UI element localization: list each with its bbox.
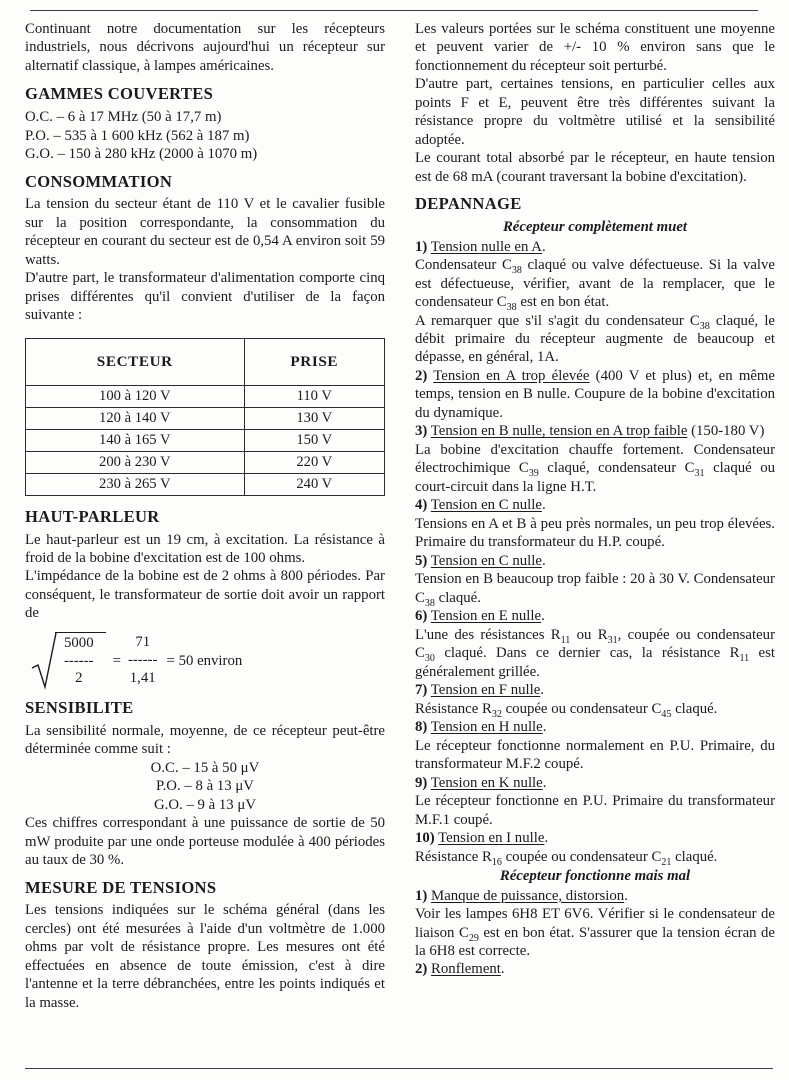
cell-secteur: 100 à 120 V [26,385,245,407]
cell-secteur: 230 à 265 V [26,473,245,495]
numerator: 5000 [64,634,94,651]
intro-paragraph: Continuant notre documentation sur les récepteurs industriels, nous décrivons aujourd'hui un récepteur sur alternatif classique, à lampes américaines. [25,21,385,74]
secteur-prise-table [25,338,385,496]
troubleshooting-block: 1) Manque de puissance, distorsion. [415,887,628,904]
two-column-layout [25,20,775,1012]
troubleshooting-block: Tensions en A et B à peu près normales, un peu trop élevées. Primaire du transformateur du H.P. coupé. [415,515,775,551]
fraction-bar: ------ [127,652,158,669]
cell-prise: 110 V [244,385,384,407]
fraction-5000-over-2 [64,635,94,688]
troubleshooting-block: 2) Ronflement. [415,961,505,978]
troubleshooting-block: 8) Tension en H nulle. [415,719,547,736]
fraction-71-over-1-41 [128,634,158,687]
table-row [26,473,385,495]
troubleshooting-block: 4) Tension en C nulle. [415,497,546,514]
cell-prise: 220 V [244,451,384,473]
troubleshooting-block: Résistance $R_{16}$ coupée ou condensateur $C_{21}$ claqué. [415,848,718,868]
heading-consommation: CONSOMMATION [25,171,173,191]
table-row [26,451,385,473]
troubleshooting-block: 1) Tension nulle en A. [415,238,546,255]
table-header-prise: PRISE [244,338,384,385]
heading-sensibilite: SENSIBILITE [25,697,134,717]
schema-values-paragraph: Les valeurs portées sur le schéma constituent une moyenne et peuvent varier de +/- 10 % environ sans que le fonctionnement du récepteur soit perturbé. [415,21,775,74]
heading-haut-parleur: HAUT-PARLEUR [25,506,160,526]
band-line-po: P.O. – 535 à 1 600 kHz (562 à 187 m) [25,127,250,144]
cell-prise: 150 V [244,429,384,451]
cell-prise: 130 V [244,407,384,429]
right-column [415,20,775,1012]
cell-secteur: 200 à 230 V [26,451,245,473]
consommation-paragraph-1: La tension du secteur étant de 110 V et le cavalier fusible sur la position correspondante, la consommation du récepteur en courant du secteur est de 0,54 A environ soit 59 watts. [25,196,385,268]
table-row [26,407,385,429]
heading-mesure-de-tensions: MESURE DE TENSIONS [25,877,217,897]
troubleshooting-block: 7) Tension en F nulle. [415,682,544,699]
output-ratio-formula [31,632,385,690]
troubleshooting-block: Le récepteur fonctionne en P.U. Primaire du transformateur M.F.1 coupé. [415,793,775,828]
consommation-paragraph-2: D'autre part, le transformateur d'alimentation comporte cinq prises différentes qu'il convient d'utiliser de la façon suivante : [25,270,385,324]
troubleshooting-block: Résistance $R_{32}$ coupée ou condensateur $C_{45}$ claqué. [415,700,718,720]
troubleshooting-block: Condensateur $C_{38}$ claqué ou valve défectueuse. Si la valve est défectueuse, vérifier, avant de la remplacer, que le condensateur $C_{38}$ est en bon état. [415,257,776,313]
haut-parleur-paragraph-1: Le haut-parleur est un 19 cm, à excitation. La résistance à froid de la bobine d'excitation est de 100 ohms. [25,531,385,566]
sensibilite-paragraph-2: Ces chiffres correspondant à une puissance de sortie de 50 mW produite par une onde porteuse modulée à 400 périodes au taux de 30 %. [25,815,385,869]
troubleshooting-block: 3) Tension en B nulle, tension en A trop faible (150-180 V) [415,423,765,440]
equals-sign: = [112,652,121,669]
numerator: 71 [135,634,151,651]
sensitivity-line-oc: O.C. – 15 à 50 μV [150,759,260,776]
troubleshooting-block: Voir les lampes 6H8 ET 6V6. Vérifier si le condensateur de liaison $C_{29}$ est en bon état. S'assurer que la tension écran de la 6H8 est correcte. [415,906,776,959]
cell-secteur: 120 à 140 V [26,407,245,429]
denominator: 1,41 [129,669,156,686]
cell-secteur: 140 à 165 V [26,429,245,451]
troubleshooting-block: 5) Tension en C nulle. [415,552,546,569]
sensibilite-paragraph-1: La sensibilité normale, moyenne, de ce récepteur peut-être déterminée comme suit : [25,722,385,758]
top-rule [30,10,758,11]
troubleshooting-block: A remarquer que s'il s'agit du condensateur $C_{38}$ claqué, le débit primaire du récepteur augmente de beaucoup et dépasse, en général, 1A. [415,312,775,366]
bottom-rule [25,1068,773,1069]
left-column [25,20,385,1012]
band-line-go: G.O. – 150 à 280 kHz (2000 à 1070 m) [25,146,258,163]
heading-depannage: DEPANNAGE [415,194,522,214]
square-root-expression [31,632,106,690]
troubleshooting-block: 2) Tension en A trop élevée (400 V et plus) et, en même temps, tension en B nulle. Coupure de la bobine d'excitation du dynamique. [415,367,775,421]
troubleshooting-block: L'une des résistances $R_{11}$ ou $R_{31}$, coupée ou condensateur $C_{30}$ claqué. Dans ce dernier cas, la résistance $R_{11}$ est généralement grillée. [415,626,775,680]
table-row [26,429,385,451]
tensions-variation-paragraph: D'autre part, certaines tensions, en particulier celles aux points F et E, peuvent être très différentes suivant la résistance propre du voltmètre utilisé et la sensibilité adoptée. [415,76,775,148]
band-line-oc: O.C. – 6 à 17 MHz (50 à 17,7 m) [25,109,222,126]
troubleshooting-block: Tension en B beaucoup trop faible : 20 à 30 V. Condensateur $C_{38}$ claqué. [415,571,775,609]
radical-sign [31,632,57,690]
troubleshooting-block: 9) Tension en K nulle. [415,774,547,791]
troubleshooting-block: 6) Tension en E nulle. [415,608,545,625]
heading-gammes-couvertes: GAMMES COUVERTES [25,84,214,104]
subheading-recepteur-muet: Récepteur complètement muet [502,219,688,236]
troubleshooting-block: Le récepteur fonctionne normalement en P.U. Primaire, du transformateur M.F.2 coupé. [415,737,775,773]
table-header-secteur: SECTEUR [26,338,245,385]
courant-total-paragraph: Le courant total absorbé par le récepteur, en haute tension est de 68 mA (courant traversant la bobine d'excitation). [415,150,775,185]
denominator: 2 [75,670,83,687]
fraction-bar: ------ [64,652,94,669]
cell-prise: 240 V [244,473,384,495]
sensitivity-line-po: P.O. – 8 à 13 μV [156,778,254,795]
table-header-row [26,338,385,385]
sensitivity-line-go: G.O. – 9 à 13 μV [153,796,257,813]
formula-result: = 50 environ [166,652,243,669]
troubleshooting-block: 10) Tension en I nulle. [415,830,549,847]
mesure-paragraph: Les tensions indiquées sur le schéma général (dans les cercles) ont été mesurées à l'aide d'un voltmètre de 1.000 ohms par volt de résistance propre. Les mesures ont été effectuées en absence de toute émission, c'est à dire l'antenne et la terre débranchées, entre les points indiqués et la masse. [25,902,385,1011]
haut-parleur-paragraph-2: L'impédance de la bobine est de 2 ohms à 800 périodes. Par conséquent, le transformateur de sortie doit avoir un rapport de [25,568,385,622]
subheading-fonctionne-mais-mal: Récepteur fonctionne mais mal [499,868,691,885]
table-row [26,385,385,407]
troubleshooting-block: La bobine d'excitation chauffe fortement. Condensateur électrochimique $C_{39}$ claqué, condensateur $C_{31}$ claqué ou court-circuit dans la ligne H.T. [415,441,776,495]
radicand [55,632,106,688]
